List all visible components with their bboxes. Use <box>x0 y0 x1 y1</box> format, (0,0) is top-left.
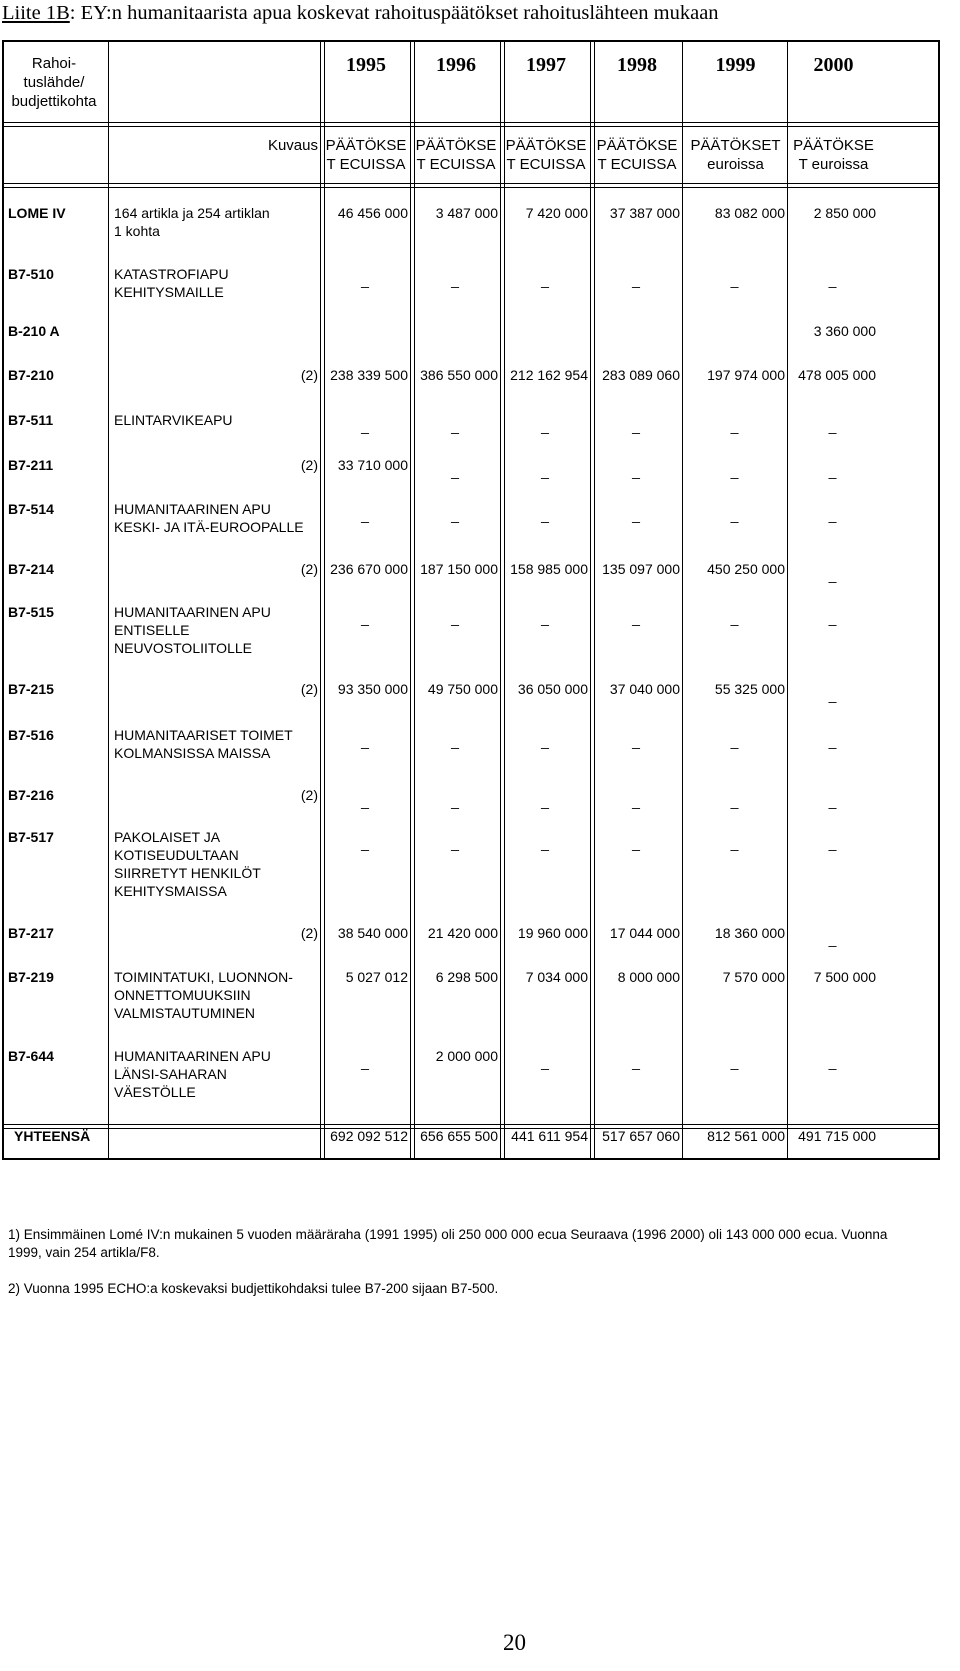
value-cell: 38 540 000 <box>337 925 408 941</box>
value-cell: 197 974 000 <box>707 367 785 383</box>
year-header: 2000 <box>813 54 854 76</box>
value-cell: 283 089 060 <box>602 367 680 383</box>
unit-header: euroissa <box>707 156 764 173</box>
value-cell: 7 500 000 <box>813 969 876 985</box>
value-cell: 8 000 000 <box>617 969 680 985</box>
empty-value-dash: _ <box>361 733 369 749</box>
unit-header: T ECUISSA <box>506 156 586 173</box>
value-cell: 55 325 000 <box>714 681 785 697</box>
appendix-link[interactable]: Liite 1B <box>2 2 70 24</box>
total-value: 692 092 512 <box>330 1128 408 1144</box>
total-label: YHTEENSÄ <box>14 1128 91 1144</box>
row-code: B7-510 <box>8 266 54 282</box>
column-rule <box>108 42 109 1158</box>
value-cell: 236 670 000 <box>330 561 408 577</box>
empty-value-dash: _ <box>541 793 549 809</box>
unit-header: PÄÄTÖKSE <box>505 137 587 154</box>
funding-table <box>2 40 940 1160</box>
source-header: budjettikohta <box>11 93 97 110</box>
row-description: 1 kohta <box>114 223 160 239</box>
row-description: ENTISELLE <box>114 622 190 638</box>
empty-value-dash: _ <box>828 418 837 434</box>
row-code: B7-211 <box>8 457 54 473</box>
row-description: LÄNSI-SAHARAN <box>114 1066 227 1082</box>
unit-header: PÄÄTÖKSE <box>793 137 874 154</box>
value-cell: 19 960 000 <box>517 925 588 941</box>
value-cell: 18 360 000 <box>714 925 785 941</box>
column-rule <box>682 42 683 1158</box>
row-note: (2) <box>300 457 318 473</box>
year-header: 1998 <box>617 54 657 76</box>
row-note: (2) <box>300 787 318 803</box>
value-cell: 386 550 000 <box>420 367 498 383</box>
row-description: TOIMINTATUKI, LUONNON- <box>114 969 293 985</box>
unit-header: T euroissa <box>798 156 869 173</box>
empty-value-dash: _ <box>451 272 459 288</box>
row-code: LOME IV <box>8 205 66 221</box>
empty-value-dash: _ <box>828 687 837 703</box>
row-description: VALMISTAUTUMINEN <box>114 1005 256 1021</box>
value-cell: 158 985 000 <box>510 561 588 577</box>
empty-value-dash: _ <box>632 418 640 434</box>
total-value: 491 715 000 <box>798 1128 876 1144</box>
value-cell: 238 339 500 <box>330 367 408 383</box>
empty-value-dash: _ <box>730 793 739 809</box>
row-description: KEHITYSMAISSA <box>114 883 227 899</box>
row-description: ONNETTOMUUKSIIN <box>114 987 251 1003</box>
row-code: B7-515 <box>8 604 54 620</box>
row-description: HUMANITAARINEN APU <box>114 604 271 620</box>
page-number: 20 <box>503 1630 526 1655</box>
row-code: B7-516 <box>8 727 54 743</box>
row-code: B7-215 <box>8 681 54 697</box>
unit-header: PÄÄTÖKSET <box>690 137 781 154</box>
empty-value-dash: _ <box>632 610 640 626</box>
row-description: NEUVOSTOLIITOLLE <box>114 640 252 656</box>
row-code: B7-214 <box>8 561 54 577</box>
value-cell: 37 040 000 <box>609 681 680 697</box>
unit-header: PÄÄTÖKSE <box>415 137 497 154</box>
value-cell: 7 570 000 <box>722 969 785 985</box>
empty-value-dash: _ <box>361 418 369 434</box>
empty-value-dash: _ <box>730 1054 739 1070</box>
row-description: KOLMANSISSA MAISSA <box>114 745 271 761</box>
row-code: B7-511 <box>8 412 54 428</box>
empty-value-dash: _ <box>451 835 459 851</box>
row-note: (2) <box>300 561 318 577</box>
row-description: KESKI- JA ITÄ-EUROOPALLE <box>114 519 304 535</box>
empty-value-dash: _ <box>361 272 369 288</box>
footnotes <box>8 1226 888 1298</box>
empty-value-dash: _ <box>541 610 549 626</box>
empty-value-dash: _ <box>632 463 640 479</box>
footnote-2: 2) Vuonna 1995 ECHO:a koskevaksi budjettikohdaksi tulee B7-200 sijaan B7-500. <box>8 1281 499 1296</box>
empty-value-dash: _ <box>632 1054 640 1070</box>
column-rule <box>787 42 788 1158</box>
empty-value-dash: _ <box>361 610 369 626</box>
row-description: PAKOLAISET JA <box>114 829 221 845</box>
row-code: B7-644 <box>8 1048 54 1064</box>
row-description: ELINTARVIKEAPU <box>114 412 233 428</box>
row-description: HUMANITAARISET TOIMET <box>114 727 293 743</box>
value-cell: 135 097 000 <box>602 561 680 577</box>
empty-value-dash: _ <box>451 418 459 434</box>
empty-value-dash: _ <box>541 418 549 434</box>
row-description: HUMANITAARINEN APU <box>114 501 271 517</box>
empty-value-dash: _ <box>451 733 459 749</box>
year-header: 1995 <box>346 54 386 76</box>
total-value: 441 611 954 <box>511 1128 588 1144</box>
row-note: (2) <box>300 367 318 383</box>
row-rule <box>4 122 938 127</box>
unit-header: PÄÄTÖKSE <box>596 137 678 154</box>
empty-value-dash: _ <box>828 793 837 809</box>
empty-value-dash: _ <box>828 610 837 626</box>
empty-value-dash: _ <box>541 1054 549 1070</box>
value-cell: 3 360 000 <box>813 323 876 339</box>
row-code: B7-210 <box>8 367 54 383</box>
value-cell: 7 034 000 <box>525 969 588 985</box>
footnote-1: 1) Ensimmäinen Lomé IV:n mukainen 5 vuoden määräraha (1991 1995) oli 250 000 000 ecua Seuraava (1996 2000) oli 143 000 000 ecua. Vuonna 1999, vain 254 artikla/F8. <box>8 1227 888 1260</box>
empty-value-dash: _ <box>541 272 549 288</box>
empty-value-dash: _ <box>828 835 837 851</box>
value-cell: 46 456 000 <box>337 205 408 221</box>
value-cell: 33 710 000 <box>337 457 408 473</box>
empty-value-dash: _ <box>828 463 837 479</box>
empty-value-dash: _ <box>361 1054 369 1070</box>
value-cell: 450 250 000 <box>707 561 785 577</box>
row-note: (2) <box>300 681 318 697</box>
empty-value-dash: _ <box>632 793 640 809</box>
empty-value-dash: _ <box>541 507 549 523</box>
value-cell: 5 027 012 <box>345 969 408 985</box>
row-code: B7-216 <box>8 787 54 803</box>
unit-header: T ECUISSA <box>597 156 677 173</box>
empty-value-dash: _ <box>541 463 549 479</box>
empty-value-dash: _ <box>451 610 459 626</box>
row-code: B7-219 <box>8 969 54 985</box>
total-value: 656 655 500 <box>420 1128 498 1144</box>
value-cell: 93 350 000 <box>337 681 408 697</box>
year-header: 1996 <box>436 54 476 76</box>
empty-value-dash: _ <box>730 272 739 288</box>
value-cell: 2 850 000 <box>813 205 876 221</box>
source-header: tuslähde/ <box>23 74 85 91</box>
row-code: B7-217 <box>8 925 54 941</box>
empty-value-dash: _ <box>828 272 837 288</box>
value-cell: 2 000 000 <box>435 1048 498 1064</box>
empty-value-dash: _ <box>730 507 739 523</box>
empty-value-dash: _ <box>828 931 837 947</box>
value-cell: 478 005 000 <box>798 367 876 383</box>
empty-value-dash: _ <box>361 793 369 809</box>
empty-value-dash: _ <box>730 418 739 434</box>
title-text: : EY:n humanitaarista apua koskevat rahoituspäätökset rahoituslähteen mukaan <box>69 2 719 24</box>
page-title <box>2 2 719 25</box>
empty-value-dash: _ <box>730 610 739 626</box>
value-cell: 212 162 954 <box>510 367 588 383</box>
row-description: KEHITYSMAILLE <box>114 284 224 300</box>
value-cell: 6 298 500 <box>435 969 498 985</box>
value-cell: 21 420 000 <box>427 925 498 941</box>
value-cell: 49 750 000 <box>427 681 498 697</box>
empty-value-dash: _ <box>730 733 739 749</box>
row-code: B7-517 <box>8 829 54 845</box>
source-header: Rahoi- <box>31 55 77 72</box>
unit-header: PÄÄTÖKSE <box>325 137 407 154</box>
empty-value-dash: _ <box>632 733 640 749</box>
empty-value-dash: _ <box>828 733 837 749</box>
total-value: 517 657 060 <box>602 1128 680 1144</box>
value-cell: 36 050 000 <box>517 681 588 697</box>
row-note: (2) <box>300 925 318 941</box>
empty-value-dash: _ <box>632 835 640 851</box>
unit-header: T ECUISSA <box>326 156 406 173</box>
empty-value-dash: _ <box>451 507 459 523</box>
row-code: B7-514 <box>8 501 54 517</box>
row-description: KOTISEUDULTAAN <box>114 847 239 863</box>
empty-value-dash: _ <box>361 507 369 523</box>
unit-header: T ECUISSA <box>416 156 496 173</box>
empty-value-dash: _ <box>632 272 640 288</box>
value-cell: 187 150 000 <box>420 561 498 577</box>
empty-value-dash: _ <box>828 1054 837 1070</box>
row-description: HUMANITAARINEN APU <box>114 1048 271 1064</box>
empty-value-dash: _ <box>828 507 837 523</box>
row-rule <box>4 183 938 188</box>
row-code: B-210 A <box>8 323 60 339</box>
total-value: 812 561 000 <box>707 1128 785 1144</box>
row-description: VÄESTÖLLE <box>114 1084 196 1100</box>
empty-value-dash: _ <box>541 835 549 851</box>
row-description: SIIRRETYT HENKILÖT <box>114 865 261 881</box>
empty-value-dash: _ <box>828 567 837 583</box>
year-header: 1999 <box>715 54 756 76</box>
year-header: 1997 <box>526 54 566 76</box>
value-cell: 3 487 000 <box>435 205 498 221</box>
empty-value-dash: _ <box>451 793 459 809</box>
empty-value-dash: _ <box>730 835 739 851</box>
empty-value-dash: _ <box>361 835 369 851</box>
value-cell: 17 044 000 <box>609 925 680 941</box>
empty-value-dash: _ <box>730 463 739 479</box>
value-cell: 7 420 000 <box>525 205 588 221</box>
row-description: KATASTROFIAPU <box>114 266 229 282</box>
description-header: Kuvaus <box>267 137 318 154</box>
empty-value-dash: _ <box>632 507 640 523</box>
row-description: 164 artikla ja 254 artiklan <box>114 205 270 221</box>
empty-value-dash: _ <box>451 463 459 479</box>
value-cell: 37 387 000 <box>609 205 680 221</box>
value-cell: 83 082 000 <box>714 205 785 221</box>
empty-value-dash: _ <box>541 733 549 749</box>
